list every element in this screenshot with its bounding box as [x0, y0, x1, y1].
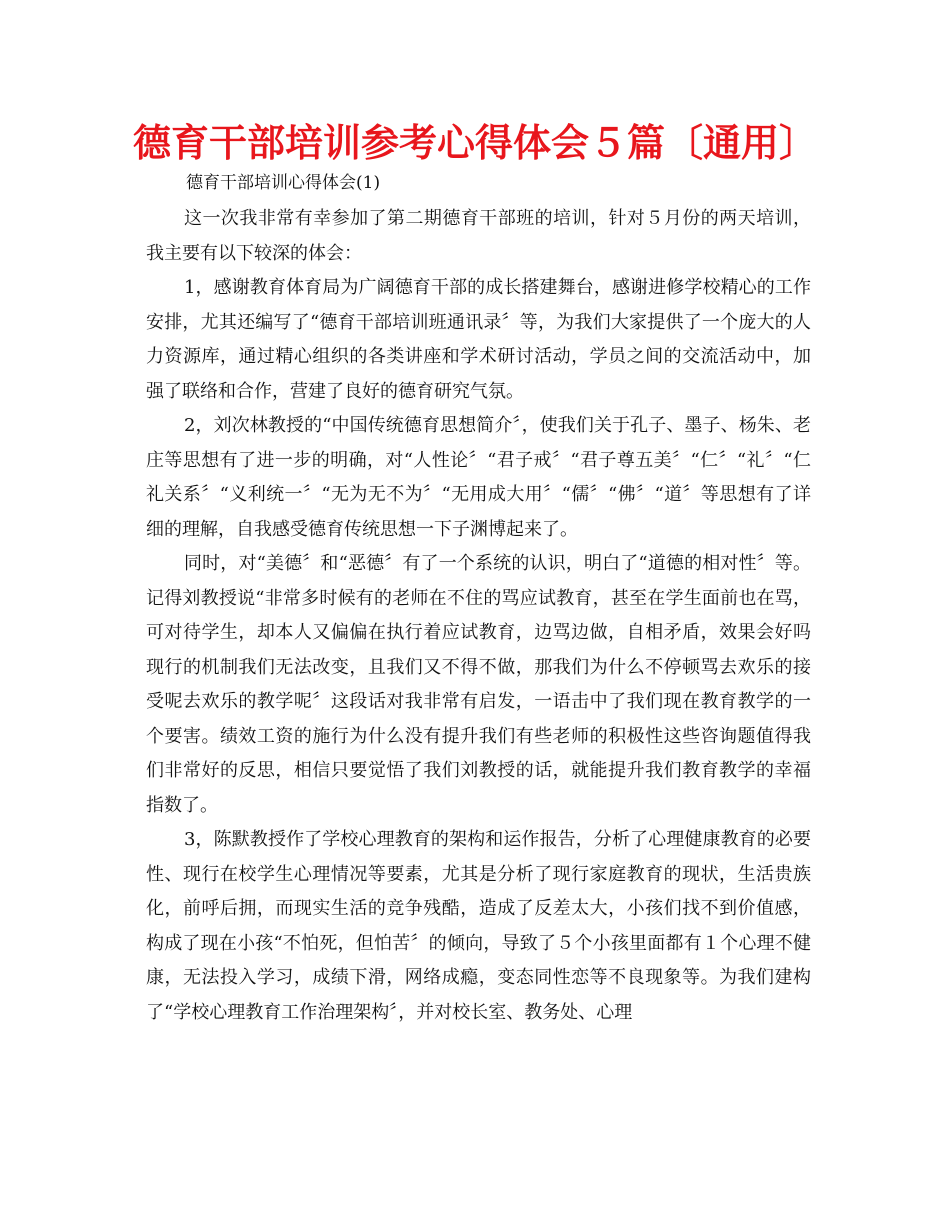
- paragraph: 2，刘次林教授的“中国传统德育思想简介〞，使我们关于孔子、墨子、杨朱、老庄等思想有了进一步的明确，对“人性论〞“君子戒〞“君子尊五美〞“仁〞“礼〞“仁礼关系〞“义利统一〞“无为无不为〞“无用成大用〞“儒〞“佛〞“道〞等思想有了详细的理解，自我感受德育传统思想一下子渊博起来了。: [146, 415, 811, 540]
- document-subtitle: 德育干部培训心得体会(1): [186, 173, 381, 193]
- paragraph: 3，陈默教授作了学校心理教育的架构和运作报告，分析了心理健康教育的必要性、现行在校学生心理情况等要素，尤其是分析了现行家庭教育的现状，生活贵族化，前呼后拥，而现实生活的竞争残酷，造成了反差太大，小孩们找不到价值感，构成了现在小孩“不怕死，但怕苦〞的倾向，导致了５个小孩里面都有１个心理不健康，无法投入学习，成绩下滑，网络成瘾，变态同性恋等不良现象等。为我们建构了“学校心理教育工作治理架构〞，并对校长室、教务处、心理: [146, 829, 811, 1023]
- paragraph: 1，感谢教育体育局为广阔德育干部的成长搭建舞台，感谢进修学校精心的工作安排，尤其还编写了“德育干部培训班通讯录〞等，为我们大家提供了一个庞大的人力资源库，通过精心组织的各类讲座和学术研讨活动，学员之间的交流活动中，加强了联络和合作，营建了良好的德育研究气氛。: [146, 277, 811, 402]
- document-title: 德育干部培训参考心得体会５篇〔通用〕: [132, 121, 817, 165]
- paragraph: 这一次我非常有幸参加了第二期德育干部班的培训，针对５月份的两天培训，我主要有以下较深的体会：: [146, 208, 811, 264]
- paragraph: 同时，对“美德〞和“恶德〞有了一个系统的认识，明白了“道德的相对性〞等。记得刘教授说“非常多时候有的老师在不住的骂应试教育，甚至在学生面前也在骂，可对待学生，却本人又偏偏在执行着应试教育，边骂边做，自相矛盾，效果会好吗现行的机制我们无法改变，且我们又不得不做，那我们为什么不停顿骂去欢乐的接受呢去欢乐的教学呢〞这段话对我非常有启发，一语击中了我们现在教育教学的一个要害。绩效工资的施行为什么没有提升我们有些老师的积极性这些咨询题值得我们非常好的反思，相信只要觉悟了我们刘教授的话，就能提升我们教育教学的幸福指数了。: [146, 553, 811, 816]
- document-body: [146, 202, 811, 1030]
